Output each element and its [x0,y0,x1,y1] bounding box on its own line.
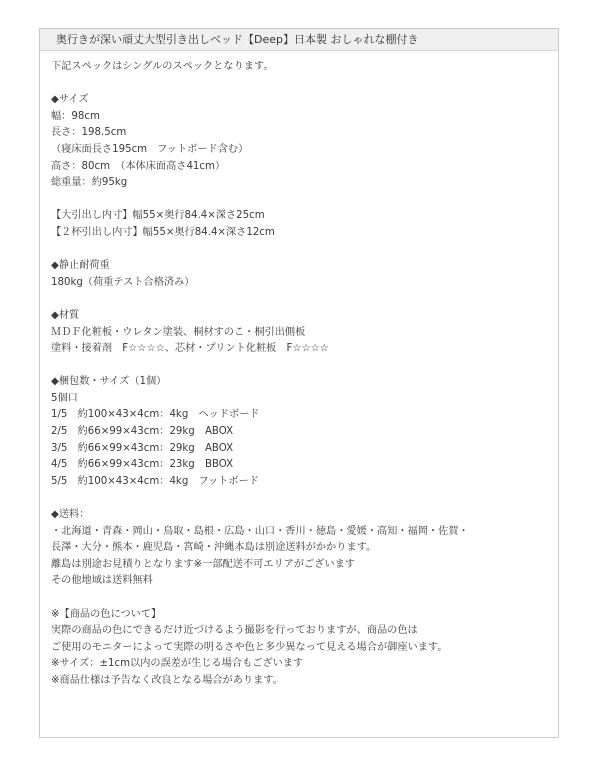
spec-line: 【大引出し内寸】幅55×奥行84.4×深さ25cm [51,210,265,222]
spec-line [51,76,558,93]
spec-line [51,490,558,507]
spec-line: ◆材質 [51,309,80,321]
spec-line: ※商品仕様は予告なく改良となる場合があります。 [51,674,283,686]
spec-line: 下記スペックはシングルのスペックとなります。 [51,61,274,72]
spec-line: 高さ：80cm （本体床面高さ41cm） [51,160,226,172]
product-spec-panel [39,28,559,738]
spec-line [51,242,558,259]
spec-line: ◆梱包数・サイズ（1個） [51,376,167,388]
spec-body [40,51,558,690]
spec-line [51,192,558,209]
spec-line: 5個口 [51,392,78,404]
spec-line [51,291,558,308]
spec-line: ※サイズ：±1cm以内の誤差が生じる場合もございます [51,658,304,670]
spec-line: ＭＤＦ化粧板・ウレタン塗装、桐材すのこ・桐引出側板 [51,326,306,338]
spec-line: 180kg（荷重テスト合格済み） [51,276,195,288]
spec-line: 2/5 約66×99×43cm：29kg ABOX [51,426,234,438]
spec-line: 3/5 約66×99×43cm：29kg ABOX [51,442,234,454]
spec-line: 幅：98cm [51,110,100,122]
spec-line: 5/5 約100×43×4cm：4kg フットボード [51,475,259,487]
spec-line: 【２杯引出し内寸】幅55×奥行84.4×深さ12cm [51,226,275,238]
spec-line: 長さ：198.5cm [51,127,127,139]
spec-line: ◆静止耐荷重 [51,260,110,272]
spec-line: 塗料・接着剤 F☆☆☆☆、芯材・プリント化粧板 F☆☆☆☆ [51,343,329,355]
spec-line: 4/5 約66×99×43cm：23kg BBOX [51,459,234,471]
spec-line: 総重量：約95kg [51,177,128,189]
spec-line: ・北海道・青森・岡山・鳥取・島根・広島・山口・香川・徳島・愛媛・高知・福岡・佐賀・ [51,525,469,537]
spec-line: 1/5 約100×43×4cm：4kg ヘッドボード [51,409,260,421]
product-title: 奥行きが深い頑丈大型引き出しベッド【Deep】日本製 おしゃれな棚付き [40,29,558,51]
spec-line: ◆送料： [51,509,90,521]
spec-line: ◆サイズ [51,94,89,106]
spec-line: ※【商品の色について】 [51,608,162,620]
spec-line [51,358,558,375]
spec-line: その他地域は送料無料 [51,575,153,587]
spec-line [51,590,558,607]
spec-line: ご使用のモニターによって実際の明るさや色と多少異なって見える場合が御座います。 [51,641,448,653]
spec-line: （寝床面長さ195cm フットボード含む） [51,143,249,155]
spec-line: 長澤・大分・熊本・鹿児島・宮崎・沖縄本島は別途送料がかかります。 [51,542,377,554]
spec-line: 実際の商品の色にできるだけ近づけるよう撮影を行っておりますが、商品の色は [51,625,418,637]
spec-line: 離島は別途お見積りとなります※一部配送不可エリアがございます [51,558,355,570]
